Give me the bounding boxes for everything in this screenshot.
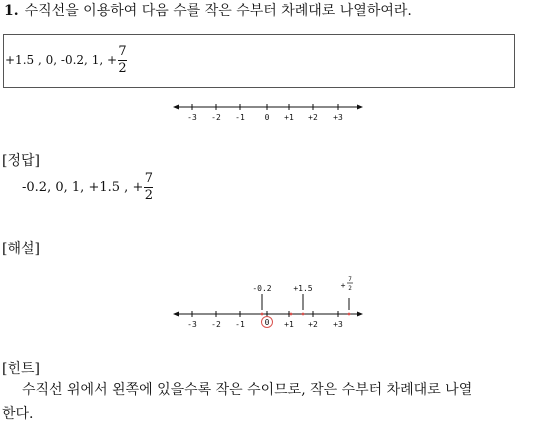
tick-label: +1 — [284, 320, 294, 329]
point-mark — [348, 313, 351, 316]
answer-item: -0.2, — [22, 179, 52, 195]
answer-numbers — [22, 166, 153, 208]
tick-label: 0 — [264, 113, 270, 122]
box-item: +1.5 — [5, 53, 35, 67]
problem-text: 수직선을 이용하여 다음 수를 작은 수부터 차례대로 나열하여라. — [24, 3, 412, 19]
box-item: -0.2, — [60, 53, 88, 67]
fraction-denominator: 2 — [118, 60, 127, 76]
callout-label: +1.5 — [293, 284, 313, 293]
tick-label: -3 — [187, 320, 197, 329]
arrow-right-icon — [357, 312, 363, 317]
arrow-right-icon — [357, 105, 363, 110]
answer-item: 0, — [55, 179, 68, 195]
box-item: + — [106, 53, 118, 67]
problem-number: 1. — [4, 3, 19, 19]
tick-label: -1 — [235, 320, 245, 329]
answer-item: +1.5 — [88, 179, 121, 195]
tick-label: -2 — [211, 113, 221, 122]
tick-label: +2 — [308, 320, 318, 329]
hint-label: [힌트] — [2, 361, 40, 377]
tick-label: +3 — [333, 320, 343, 329]
tick-label: -1 — [235, 113, 245, 122]
hint-line-1: 수직선 위에서 왼쪽에 있을수록 작은 수이므로, 작은 수부터 차례대로 나열 — [22, 382, 473, 398]
box-item: 0, — [45, 53, 58, 67]
tick-label: -2 — [211, 320, 221, 329]
tick-label: +2 — [308, 113, 318, 122]
answer-item: , — [124, 179, 129, 195]
answer-item: + — [132, 179, 144, 195]
answer-item: 1, — [71, 179, 85, 195]
box-item: , — [37, 53, 42, 67]
tick-label: +3 — [333, 113, 343, 122]
box-item: 1, — [91, 53, 104, 67]
explanation-label: [해설] — [2, 241, 40, 257]
callout-label: -0.2 — [252, 284, 272, 293]
answer-fraction — [144, 172, 153, 202]
tick-label: -3 — [187, 113, 197, 122]
point-mark — [302, 313, 305, 316]
answer-label: [정답] — [2, 153, 40, 169]
point-mark — [261, 313, 264, 316]
hint-line-2: 한다. — [2, 406, 34, 422]
fraction-denominator: 2 — [144, 187, 153, 203]
callout-fraction-numerator: 7 — [348, 276, 352, 283]
callout-fraction-denominator: 2 — [348, 285, 352, 292]
fraction-seven-halves — [118, 45, 127, 75]
fraction-numerator: 7 — [118, 43, 127, 59]
number-line — [170, 96, 366, 126]
question-numbers — [5, 36, 127, 84]
callout-label: + — [340, 281, 346, 290]
fraction-numerator: 7 — [144, 170, 153, 186]
explanation-number-line — [170, 274, 366, 332]
tick-label: +1 — [284, 113, 294, 122]
arrow-left-icon — [173, 105, 179, 110]
problem-title — [4, 0, 412, 20]
point-mark — [290, 313, 293, 316]
tick-label: 0 — [264, 318, 270, 327]
arrow-left-icon — [173, 312, 179, 317]
